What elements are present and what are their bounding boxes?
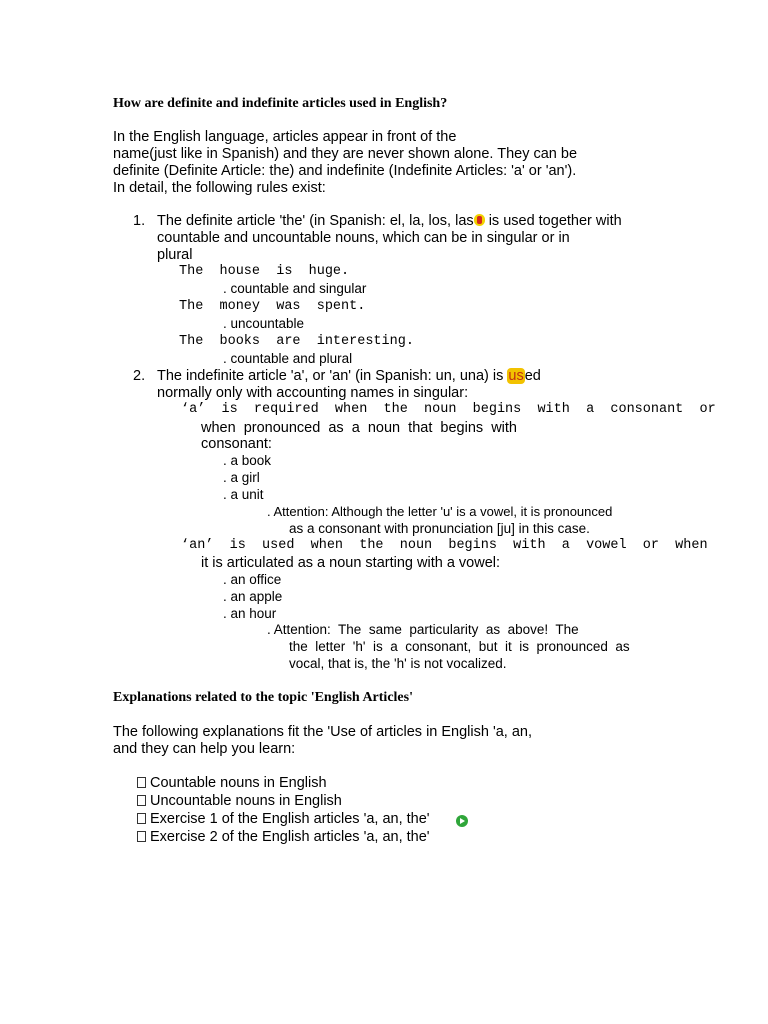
example-note: . countable and plural: [223, 351, 353, 366]
an-attention-1: . Attention: The same particularity as above! The: [267, 622, 579, 637]
a-rule-line-2: when pronounced as a noun that begins with: [201, 420, 517, 436]
a-rule-mono: ‘a’ is required when the noun begins with a consonant or: [181, 402, 716, 417]
example-note: . countable and singular: [223, 281, 367, 296]
a-attention-2: as a consonant with pronunciation [ju] in this case.: [289, 521, 590, 536]
an-example: . an hour: [223, 606, 277, 621]
a-example: . a girl: [223, 470, 260, 485]
a-attention-1: . Attention: Although the letter 'u' is a vowel, it is pronounced: [267, 504, 613, 519]
example-sentence: The money was spent.: [179, 299, 366, 314]
rule2-line-2: normally only with accounting names in singular:: [157, 385, 469, 401]
an-example: . an apple: [223, 589, 283, 604]
intro-line-2: name(just like in Spanish) and they are never shown alone. They can be: [113, 146, 578, 162]
highlight-mark: us: [508, 368, 524, 384]
example-sentence: The books are interesting.: [179, 334, 414, 349]
link-exercise-2[interactable]: Exercise 2 of the English articles 'a, an, the': [137, 829, 430, 845]
rule1-number: 1.: [133, 213, 146, 229]
a-example: . a book: [223, 453, 272, 468]
page-heading: How are definite and indefinite articles used in English?: [113, 96, 448, 111]
rule1-line-3: plural: [157, 247, 193, 263]
link-uncountable-nouns[interactable]: Uncountable nouns in English: [137, 793, 342, 809]
intro-line-1: In the English language, articles appear in front of the: [113, 129, 457, 145]
a-example: . a unit: [223, 487, 264, 502]
an-example: . an office: [223, 572, 282, 587]
link-countable-nouns[interactable]: Countable nouns in English: [137, 775, 327, 791]
an-attention-2: the letter 'h' is a consonant, but it is pronounced as: [289, 639, 630, 654]
checkbox-icon: [137, 777, 146, 788]
example-note: . uncountable: [223, 316, 305, 331]
a-rule-line-3: consonant:: [201, 436, 272, 452]
an-rule-line-2: it is articulated as a noun starting with a vowel:: [201, 555, 501, 571]
outro-line-1: The following explanations fit the 'Use of articles in English 'a, an,: [113, 724, 533, 740]
checkbox-icon: [137, 813, 146, 824]
outro-line-2: and they can help you learn:: [113, 741, 296, 757]
rule1-line-1: The definite article 'the' (in Spanish: el, la, los, las is used together with: [157, 213, 622, 229]
example-sentence: The house is huge.: [179, 264, 350, 279]
intro-line-3: definite (Definite Article: the) and indefinite (Indefinite Articles: 'a' or 'an').: [113, 163, 577, 179]
checkbox-icon: [137, 795, 146, 806]
link-exercise-1[interactable]: Exercise 1 of the English articles 'a, an, the': [137, 811, 430, 827]
intro-line-4: In detail, the following rules exist:: [113, 180, 326, 196]
an-rule-mono: ‘an’ is used when the noun begins with a vowel or when: [181, 538, 708, 553]
green-arrow-icon[interactable]: [456, 815, 468, 827]
checkbox-icon: [137, 831, 146, 842]
rule1-line-2: countable and uncountable nouns, which can be in singular or in: [157, 230, 570, 246]
spain-flag-icon: [474, 214, 485, 226]
rule2-line-1: The indefinite article 'a', or 'an' (in Spanish: un, una) is used: [157, 368, 541, 384]
section-heading: Explanations related to the topic 'English Articles': [113, 690, 413, 705]
rule2-number: 2.: [133, 368, 146, 384]
an-attention-3: vocal, that is, the 'h' is not vocalized.: [289, 656, 507, 671]
